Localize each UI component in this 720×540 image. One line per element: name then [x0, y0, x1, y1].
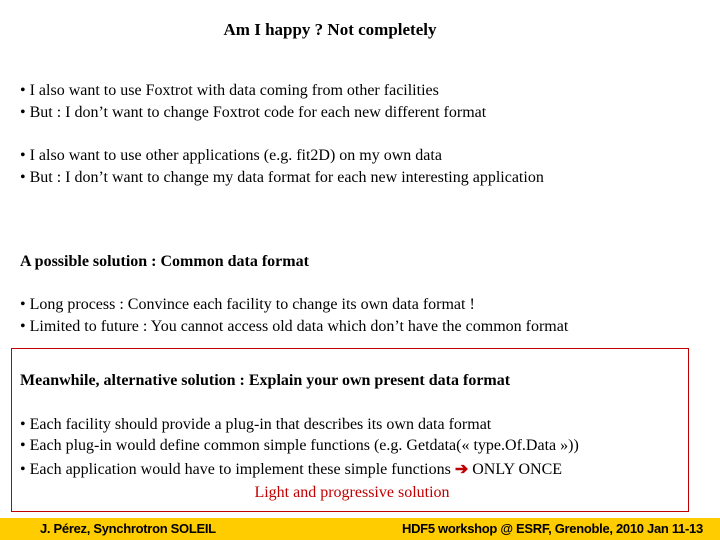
bullet-limited-to-future: • Limited to future : You cannot access old data which don’t have the common format — [20, 318, 569, 335]
bullet-other-applications: • I also want to use other applications (e.g. fit2D) on my own data — [20, 147, 442, 164]
alternative-solution-heading: Meanwhile, alternative solution : Explain your own present data format — [20, 372, 511, 389]
common-format-heading: A possible solution : Common data format — [20, 253, 309, 270]
footer-author: J. Pérez, Synchrotron SOLEIL — [40, 521, 216, 536]
bullet-implement-once — [20, 459, 562, 479]
slide-title: Am I happy ? Not completely — [223, 20, 437, 39]
footer-event: HDF5 workshop @ ESRF, Grenoble, 2010 Jan 11-13 — [402, 521, 703, 536]
bullet-foxtrot-no-code-change: • But : I don’t want to change Foxtrot code for each new different format — [20, 104, 487, 121]
light-progressive-solution: Light and progressive solution — [254, 484, 450, 501]
bullet-foxtrot-other-facilities: • I also want to use Foxtrot with data coming from other facilities — [20, 82, 439, 99]
footer-bar — [0, 518, 720, 540]
arrow-right-icon: ➔ — [454, 461, 469, 478]
bullet-no-format-change: • But : I don’t want to change my data format for each new interesting application — [20, 169, 544, 186]
bullet-plugin-description: • Each facility should provide a plug-in that describes its own data format — [20, 416, 492, 433]
bullet-plugin-functions: • Each plug-in would define common simple functions (e.g. Getdata(« type.Of.Data »)) — [20, 437, 579, 454]
only-once-text: ONLY ONCE — [468, 461, 563, 478]
bullet-long-process: • Long process : Convince each facility to change its own data format ! — [20, 296, 475, 313]
implement-once-text: • Each application would have to implement these simple functions — [20, 461, 455, 478]
